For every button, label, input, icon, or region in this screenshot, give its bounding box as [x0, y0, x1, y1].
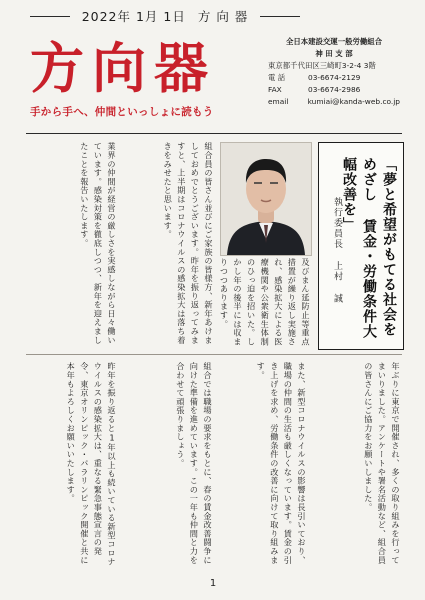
union-org: 全日本建設交運一般労働組合 — [285, 37, 383, 46]
union-branch: 神 田 支 部 — [315, 49, 353, 58]
article-column-5: また、新型コロナウイルスの影響は長引いており、職場の仲間の生活も厳しくなっています。賃金の引き上げを求め、労働条件の改善に向けて取り組みます。 — [256, 362, 307, 565]
issuer-short: 方 向 器 — [197, 9, 249, 24]
union-info — [268, 36, 400, 132]
masthead-divider — [26, 133, 402, 134]
email-label: email — [268, 97, 289, 106]
article-column-6: 組合では職場の要求をもとに、春の賃金改善闘争に向けた準備を進めています。この一年も仲間と力を合わせて頑張りましょう。 — [175, 362, 213, 565]
union-tel — [268, 72, 400, 84]
headline-box — [318, 142, 404, 350]
email-address: kumiai@kanda-web.co.jp — [307, 97, 400, 106]
dateline-rule-right — [260, 16, 300, 17]
article-column-7: 昨年を振り返ると1年以上も続いている新型コロナウイルスの感染拡大は、重なる緊急事態宣言の発令、東京オリンピック・パラリンピック開催と共に本年もよろしくお願いいたします。 — [66, 362, 117, 567]
article-column-4: 年ぶりに東京で開催され、多くの取り組みを行ってまいりました。アンケートや署名活動など、組合員の皆さんにご協力をお願いしました。 — [363, 362, 401, 565]
portrait-icon — [221, 143, 311, 255]
fax-number: 03-6674-2986 — [308, 85, 361, 94]
page-number: 1 — [209, 578, 217, 589]
article-byline: 執行委員長 上村 誠 — [332, 197, 342, 304]
article-headline: 「夢と希望がもてる社会をめざし 賃金・労働条件大幅改善を」 — [341, 157, 397, 339]
tel-number: 03-6674-2129 — [308, 73, 361, 82]
union-address: 東京都千代田区三崎町3-2-4 3階 — [268, 61, 376, 70]
union-fax — [268, 84, 400, 96]
dateline — [30, 8, 300, 24]
tel-label: 電 話 — [268, 73, 286, 82]
row-divider — [26, 354, 402, 355]
issue-date: 2022年 1月 1日 — [81, 9, 186, 24]
newsletter-slogan: 手から手へ、仲間といっしょに読もう — [30, 106, 214, 118]
article-column-1: 組合員の皆さん並びにご家族の皆様方、新年あけましておめでとうございます。昨年を振り返ってみますと、上半期はコロナウイルスの感染拡大は落ち着きをみせたと思います。 — [163, 142, 214, 345]
newsletter-title: 方向器 — [30, 36, 216, 100]
fax-label: FAX — [268, 85, 282, 94]
dateline-rule-left — [30, 16, 70, 17]
portrait-photo — [220, 142, 312, 256]
union-email — [268, 96, 400, 108]
article-column-3: 業界の仲間が経営の厳しさを実感しながら日々働いています。感染対策を徹底しつつ、新年を迎えましたことを報告いたします。 — [79, 142, 117, 345]
article-column-2: 及びまん延防止等重点措置が繰り返し実施され、感染拡大による医療機関や公衆衛生体制のひっ迫を招いた。しかし年の後半には収まりつつあります。 — [219, 258, 311, 346]
